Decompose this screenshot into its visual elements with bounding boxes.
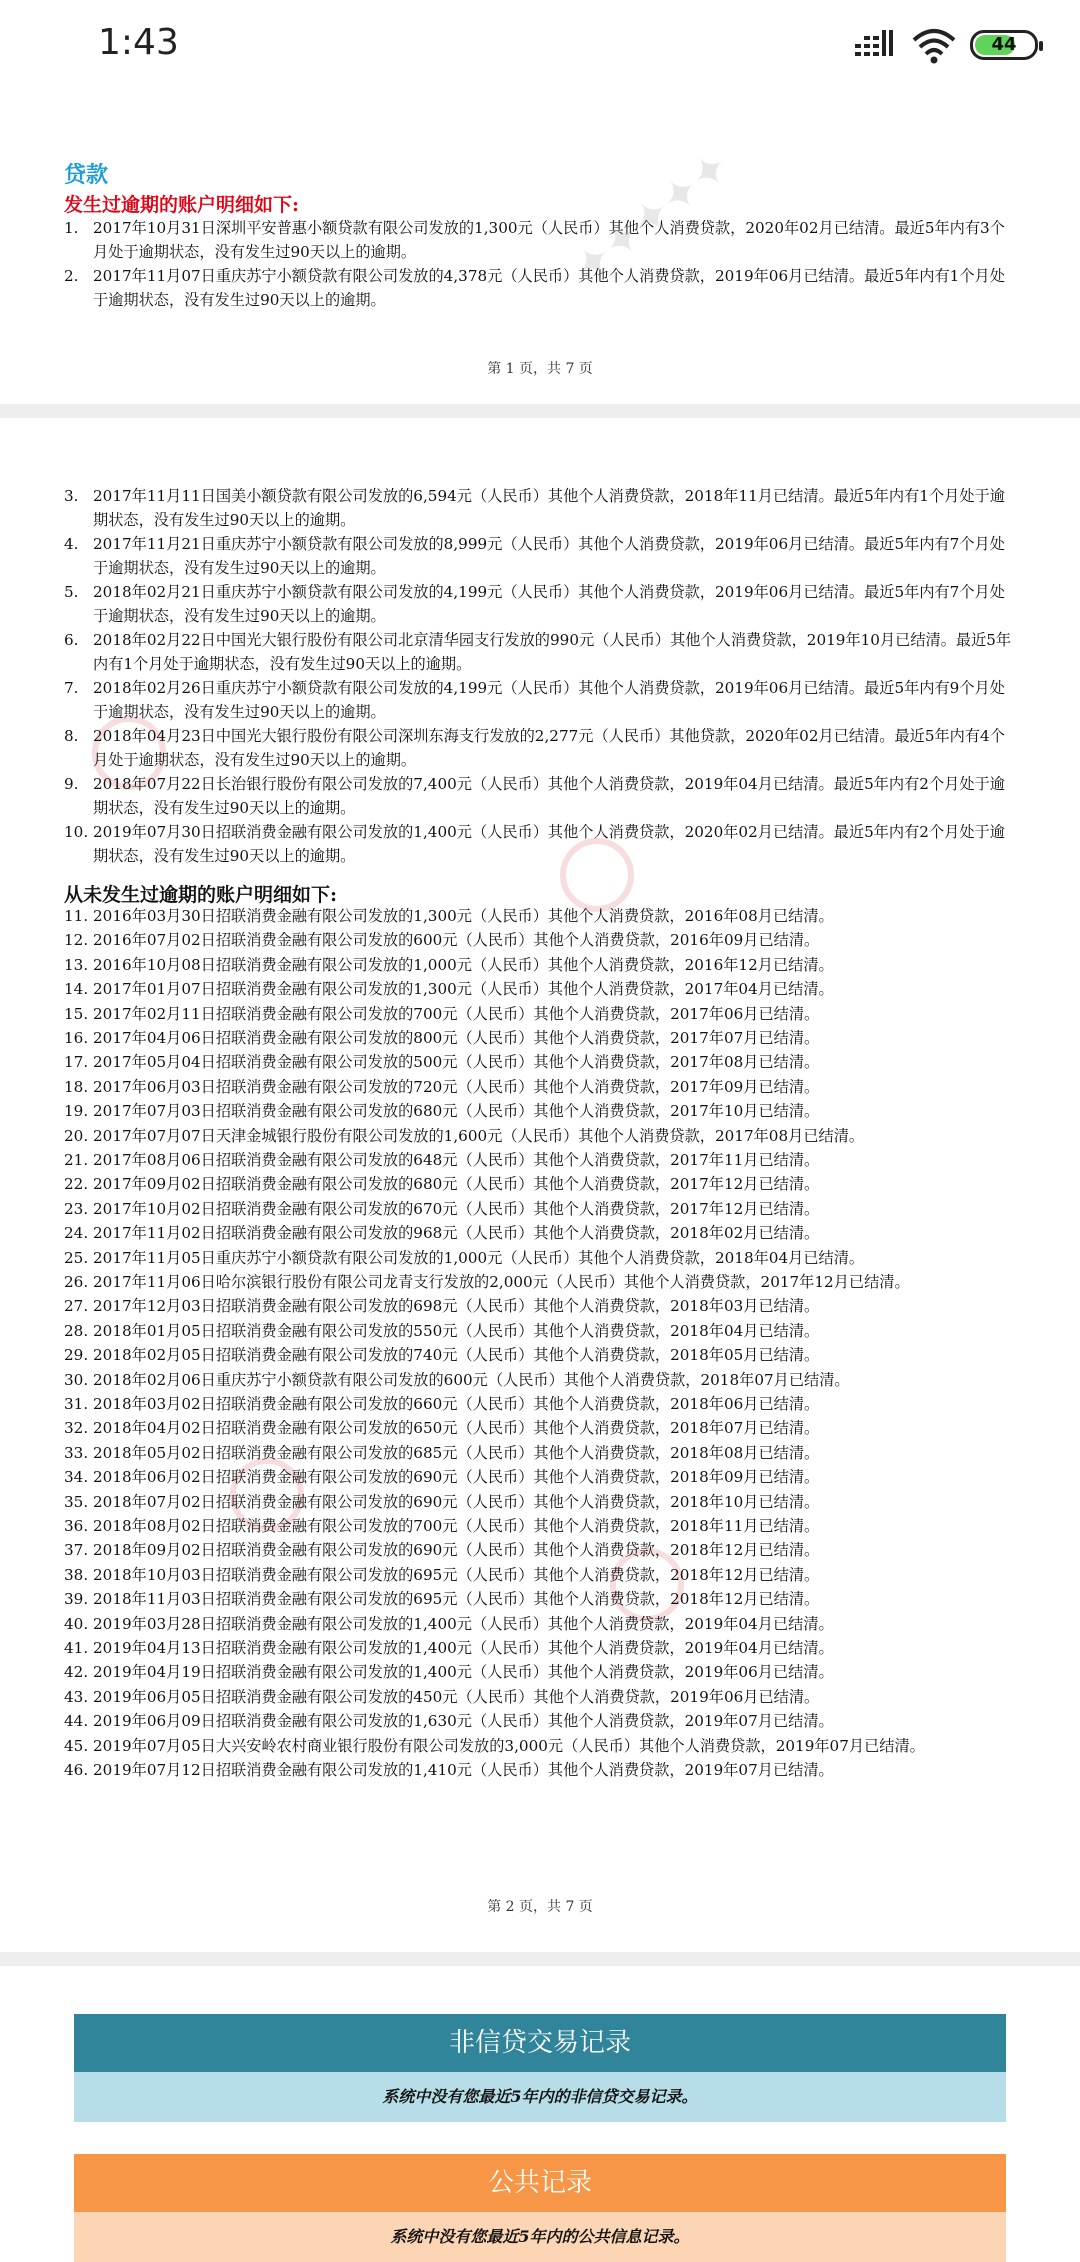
item-text: 2019年04月13日招联消费金融有限公司发放的1,400元（人民币）其他个人消费贷款，2019年04月已结清。 [93,1639,834,1657]
item-number: 30. [64,1370,89,1389]
item-number: 31. [64,1395,89,1413]
item-text: 2017年10月02日招联消费金融有限公司发放的670元（人民币）其他个人消费贷款，2017年12月已结清。 [93,1199,820,1218]
list-item [64,1734,1014,1758]
item-number: 15. [64,1004,89,1023]
list-item [64,532,1014,580]
item-text: 2018年03月02日招联消费金融有限公司发放的660元（人民币）其他个人消费贷款，2018年06月已结清。 [93,1395,820,1413]
item-text: 2017年05月04日招联消费金融有限公司发放的500元（人民币）其他个人消费贷款，2017年08月已结清。 [93,1053,820,1072]
item-number: 42. [64,1663,89,1682]
list-item [64,1660,1014,1684]
item-number: 5. [64,583,79,601]
list-item [64,1343,1014,1367]
list-item [64,216,1014,264]
item-text: 2018年08月02日招联消费金融有限公司发放的700元（人民币）其他个人消费贷款，2018年11月已结清。 [93,1517,820,1535]
item-text: 2018年01月05日招联消费金融有限公司发放的550元（人民币）其他个人消费贷款，2018年04月已结清。 [93,1321,820,1340]
battery-level: 44 [991,34,1017,55]
item-number: 21. [64,1151,89,1169]
list-item [64,1172,1014,1196]
no-overdue-heading: 从未发生过逾期的账户明细如下: [64,884,338,906]
item-number: 36. [64,1517,89,1535]
item-number: 10. [64,823,89,841]
list-item [64,1563,1014,1587]
item-text: 2019年07月05日大兴安岭农村商业银行股份有限公司发放的3,000元（人民币）其他个人消费贷款，2019年07月已结清。 [93,1736,925,1755]
non-credit-text: 系统中没有您最近5年内的非信贷交易记录。 [74,2072,1006,2122]
item-text: 2018年02月06日重庆苏宁小额贷款有限公司发放的600元（人民币）其他个人消费贷款，2018年07月已结清。 [93,1370,850,1389]
item-text: 2018年09月02日招联消费金融有限公司发放的690元（人民币）其他个人消费贷款，2018年12月已结清。 [93,1541,820,1560]
item-number: 34. [64,1468,89,1487]
item-text: 2017年04月06日招联消费金融有限公司发放的800元（人民币）其他个人消费贷款，2017年07月已结清。 [93,1029,820,1047]
item-text: 2018年05月02日招联消费金融有限公司发放的685元（人民币）其他个人消费贷款，2018年08月已结清。 [93,1443,820,1462]
list-item [64,724,1014,772]
item-number: 18. [64,1077,89,1096]
item-number: 8. [64,727,79,745]
item-text: 2016年03月30日招联消费金融有限公司发放的1,300元（人民币）其他个人消费贷款，2016年08月已结清。 [93,907,834,925]
list-item [64,1636,1014,1660]
item-text: 2017年11月21日重庆苏宁小额贷款有限公司发放的8,999元（人民币）其他个人消费贷款，2019年06月已结清。最近5年内有7个月处于逾期状态，没有发生过90天以上的逾期。 [93,535,1005,577]
list-item [64,1490,1014,1514]
public-records-section [74,2154,1006,2262]
list-item [64,977,1014,1001]
item-text: 2018年06月02日招联消费金融有限公司发放的690元（人民币）其他个人消费贷款，2018年09月已结清。 [93,1468,820,1487]
item-number: 26. [64,1273,89,1291]
item-text: 2019年06月05日招联消费金融有限公司发放的450元（人民币）其他个人消费贷款，2019年06月已结清。 [93,1687,820,1706]
item-number: 41. [64,1639,89,1657]
item-text: 2019年04月19日招联消费金融有限公司发放的1,400元（人民币）其他个人消费贷款，2019年06月已结清。 [93,1663,834,1682]
list-item [64,1270,1014,1294]
item-text: 2017年12月03日招联消费金融有限公司发放的698元（人民币）其他个人消费贷款，2018年03月已结清。 [93,1297,820,1316]
item-number: 33. [64,1443,89,1462]
item-text: 2019年06月09日招联消费金融有限公司发放的1,630元（人民币）其他个人消费贷款，2019年07月已结清。 [93,1712,834,1731]
list-item [64,904,1014,928]
page-divider [0,404,1080,418]
item-text: 2018年10月03日招联消费金融有限公司发放的695元（人民币）其他个人消费贷款，2018年12月已结清。 [93,1565,820,1584]
signal-icon [855,30,897,62]
item-number: 40. [64,1614,89,1633]
item-text: 2018年02月05日招联消费金融有限公司发放的740元（人民币）其他个人消费贷款，2018年05月已结清。 [93,1346,820,1365]
item-text: 2019年03月28日招联消费金融有限公司发放的1,400元（人民币）其他个人消费贷款，2019年04月已结清。 [93,1614,834,1633]
item-number: 20. [64,1126,89,1145]
item-number: 6. [64,631,79,649]
item-number: 35. [64,1492,89,1511]
public-records-text: 系统中没有您最近5年内的公共信息记录。 [74,2212,1006,2262]
item-number: 24. [64,1224,89,1243]
list-item [64,1368,1014,1392]
list-item [64,1416,1014,1440]
list-item [64,1221,1014,1245]
status-bar [0,0,1080,92]
item-number: 44. [64,1712,89,1731]
item-text: 2018年02月22日中国光大银行股份有限公司北京清华园支行发放的990元（人民币）其他个人消费贷款，2019年10月已结清。最近5年内有1个月处于逾期状态，没有发生过90天以上的逾期。 [93,631,1012,673]
list-item [64,1441,1014,1465]
report-page-1 [0,92,1080,404]
item-text: 2017年07月07日天津金城银行股份有限公司发放的1,600元（人民币）其他个人消费贷款，2017年08月已结清。 [93,1126,865,1145]
public-records-title: 公共记录 [74,2154,1006,2212]
item-number: 27. [64,1297,89,1316]
item-number: 32. [64,1419,89,1438]
item-number: 3. [64,487,79,505]
item-text: 2018年07月22日长治银行股份有限公司发放的7,400元（人民币）其他个人消费贷款，2019年04月已结清。最近5年内有2个月处于逾期状态，没有发生过90天以上的逾期。 [93,775,1005,817]
non-credit-title: 非信贷交易记录 [74,2014,1006,2072]
wifi-icon [912,28,956,64]
item-text: 2016年07月02日招联消费金融有限公司发放的600元（人民币）其他个人消费贷款，2016年09月已结清。 [93,931,820,950]
page-footer: 第 1 页，共 7 页 [487,361,593,377]
list-item [64,1538,1014,1562]
item-text: 2018年04月02日招联消费金融有限公司发放的650元（人民币）其他个人消费贷款，2018年07月已结清。 [93,1419,820,1438]
list-item [64,1197,1014,1221]
list-item [64,264,1014,312]
item-number: 43. [64,1687,89,1706]
list-item [64,1319,1014,1343]
item-number: 37. [64,1541,89,1560]
item-number: 12. [64,931,89,950]
item-text: 2017年02月11日招联消费金融有限公司发放的700元（人民币）其他个人消费贷款，2017年06月已结清。 [93,1004,820,1023]
item-text: 2019年07月30日招联消费金融有限公司发放的1,400元（人民币）其他个人消费贷款，2020年02月已结清。最近5年内有2个月处于逾期状态，没有发生过90天以上的逾期。 [93,823,1005,865]
list-item [64,1612,1014,1636]
item-text: 2017年11月02日招联消费金融有限公司发放的968元（人民币）其他个人消费贷款，2018年02月已结清。 [93,1224,820,1243]
item-text: 2017年11月07日重庆苏宁小额贷款有限公司发放的4,378元（人民币）其他个人消费贷款，2019年06月已结清。最近5年内有1个月处于逾期状态，没有发生过90天以上的逾期。 [93,267,1005,309]
list-item [64,628,1014,676]
list-item [64,1465,1014,1489]
list-item [64,580,1014,628]
item-text: 2018年11月03日招联消费金融有限公司发放的695元（人民币）其他个人消费贷款，2018年12月已结清。 [93,1590,820,1609]
list-item [64,1392,1014,1416]
item-number: 38. [64,1565,89,1584]
item-text: 2018年04月23日中国光大银行股份有限公司深圳东海支行发放的2,277元（人民币）其他贷款，2020年02月已结清。最近5年内有4个月处于逾期状态，没有发生过90天以上的逾期。 [93,727,1005,769]
item-number: 14. [64,980,89,999]
item-number: 46. [64,1761,89,1779]
watermark-decoration: ✦✦✦✦✦ [563,140,741,295]
list-item [64,820,1014,868]
list-item [64,1148,1014,1172]
item-number: 29. [64,1346,89,1365]
list-item [64,1075,1014,1099]
item-number: 1. [64,219,79,237]
list-item [64,772,1014,820]
item-text: 2017年01月07日招联消费金融有限公司发放的1,300元（人民币）其他个人消费贷款，2017年04月已结清。 [93,980,834,999]
item-number: 22. [64,1175,89,1194]
item-text: 2018年07月02日招联消费金融有限公司发放的690元（人民币）其他个人消费贷款，2018年10月已结清。 [93,1492,820,1511]
item-number: 11. [64,907,89,925]
list-item [64,1026,1014,1050]
overdue-heading: 发生过逾期的账户明细如下: [64,194,300,216]
list-item [64,1514,1014,1538]
item-text: 2017年11月05日重庆苏宁小额贷款有限公司发放的1,000元（人民币）其他个人消费贷款，2018年04月已结清。 [93,1248,865,1267]
list-item [64,1685,1014,1709]
item-text: 2016年10月08日招联消费金融有限公司发放的1,000元（人民币）其他个人消费贷款，2016年12月已结清。 [93,955,834,974]
list-item [64,1294,1014,1318]
page-footer: 第 2 页，共 7 页 [487,1899,593,1915]
item-number: 45. [64,1736,89,1755]
list-item [64,676,1014,724]
item-number: 23. [64,1199,89,1218]
list-item [64,1124,1014,1148]
item-text: 2019年07月12日招联消费金融有限公司发放的1,410元（人民币）其他个人消费贷款，2019年07月已结清。 [93,1761,834,1779]
item-text: 2017年06月03日招联消费金融有限公司发放的720元（人民币）其他个人消费贷款，2017年09月已结清。 [93,1077,820,1096]
list-item [64,1709,1014,1733]
item-number: 13. [64,955,89,974]
item-number: 16. [64,1029,89,1047]
item-text: 2017年09月02日招联消费金融有限公司发放的680元（人民币）其他个人消费贷款，2017年12月已结清。 [93,1175,820,1194]
item-number: 17. [64,1053,89,1072]
item-number: 25. [64,1248,89,1267]
battery-icon [970,30,1038,60]
item-number: 9. [64,775,79,793]
item-number: 4. [64,535,79,553]
list-item [64,1050,1014,1074]
item-text: 2017年08月06日招联消费金融有限公司发放的648元（人民币）其他个人消费贷款，2017年11月已结清。 [93,1151,820,1169]
item-number: 28. [64,1321,89,1340]
item-number: 2. [64,267,79,285]
list-item [64,1587,1014,1611]
list-item [64,928,1014,952]
list-item [64,1002,1014,1026]
list-item [64,484,1014,532]
item-number: 7. [64,679,79,697]
list-item [64,1758,1014,1782]
battery-nub [1039,41,1043,51]
item-text: 2017年11月06日哈尔滨银行股份有限公司龙青支行发放的2,000元（人民币）其他个人消费贷款，2017年12月已结清。 [93,1273,910,1291]
report-page-3 [0,1966,1080,2244]
report-page-2 [0,418,1080,1952]
list-item [64,1246,1014,1270]
page-divider [0,1952,1080,1966]
item-number: 39. [64,1590,89,1609]
item-text: 2018年02月21日重庆苏宁小额贷款有限公司发放的4,199元（人民币）其他个人消费贷款，2019年06月已结清。最近5年内有7个月处于逾期状态，没有发生过90天以上的逾期。 [93,583,1005,625]
section-title-loans: 贷款 [64,163,109,188]
item-text: 2018年02月26日重庆苏宁小额贷款有限公司发放的4,199元（人民币）其他个人消费贷款，2019年06月已结清。最近5年内有9个月处于逾期状态，没有发生过90天以上的逾期。 [93,679,1005,721]
status-time: 1:43 [98,22,179,63]
item-number: 19. [64,1102,89,1121]
list-item [64,1099,1014,1123]
non-credit-section [74,2014,1006,2122]
item-text: 2017年07月03日招联消费金融有限公司发放的680元（人民币）其他个人消费贷款，2017年10月已结清。 [93,1102,820,1121]
list-item [64,953,1014,977]
item-text: 2017年10月31日深圳平安普惠小额贷款有限公司发放的1,300元（人民币）其他个人消费贷款，2020年02月已结清。最近5年内有3个月处于逾期状态，没有发生过90天以上的逾期。 [93,219,1005,261]
item-text: 2017年11月11日国美小额贷款有限公司发放的6,594元（人民币）其他个人消费贷款，2018年11月已结清。最近5年内有1个月处于逾期状态，没有发生过90天以上的逾期。 [93,487,1005,529]
